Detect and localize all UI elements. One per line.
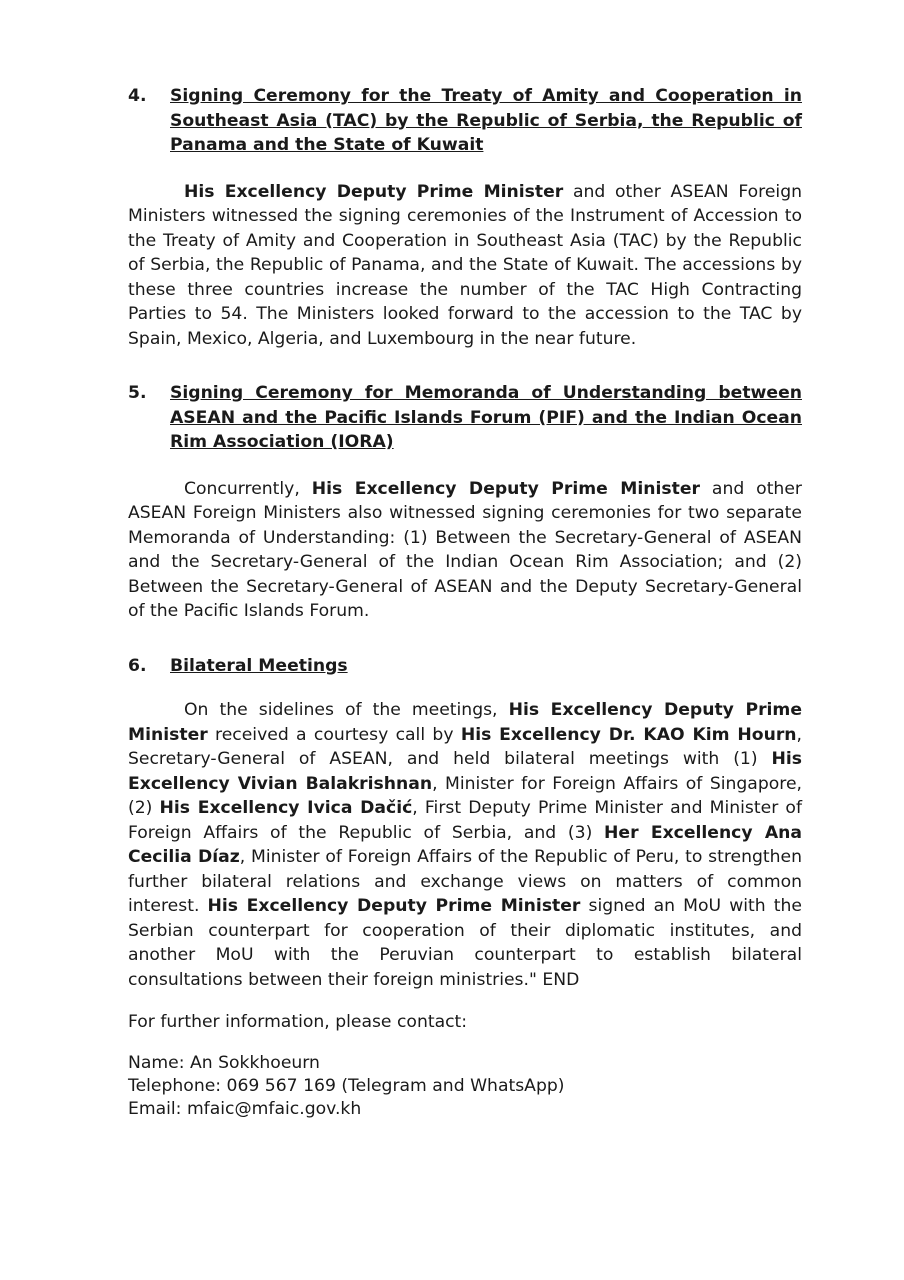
section-5-paragraph bbox=[128, 477, 802, 624]
body-text: signed an MoU with the Serbian counterpart for cooperation of their diplomatic institutes, and another MoU with the Peruvian counterpart to establish bilateral consultations between their foreign ministries." END bbox=[128, 896, 802, 990]
bold-text: Her Excellency Ana Cecilia Díaz bbox=[128, 822, 802, 867]
contact-telephone: Telephone: 069 567 169 (Telegram and WhatsApp) bbox=[128, 1076, 565, 1096]
section-6-heading bbox=[128, 654, 802, 679]
body-text: , Secretary-General of ASEAN, and held bilateral meetings with (1) bbox=[128, 724, 802, 769]
section-5-number: 5. bbox=[128, 383, 147, 403]
bold-text: His Excellency Deputy Prime Minister bbox=[207, 896, 581, 916]
section-6-title: Bilateral Meetings bbox=[170, 655, 348, 676]
section-4-heading bbox=[128, 84, 802, 158]
body-text: Concurrently, bbox=[184, 478, 312, 499]
document-page bbox=[128, 84, 802, 1121]
bold-text: His Excellency Vivian Balakrishnan bbox=[128, 749, 802, 794]
section-5-title: Signing Ceremony for Memoranda of Understanding between ASEAN and the Pacific Islands Forum (PIF) and the Indian Ocean Rim Association (IORA) bbox=[170, 383, 802, 452]
bold-text: His Excellency Deputy Prime Minister bbox=[128, 700, 802, 745]
body-text: , Minister for Foreign Affairs of Singapore, (2) bbox=[128, 773, 802, 818]
body-text: , First Deputy Prime Minister and Minister of Foreign Affairs of the Republic of Serbia, and (3) bbox=[128, 798, 803, 843]
body-text: , Minister of Foreign Affairs of the Republic of Peru, to strengthen further bilateral relations and exchange views on matters of common interest. bbox=[128, 847, 802, 916]
body-text: received a courtesy call by bbox=[207, 724, 461, 745]
section-6-number: 6. bbox=[128, 655, 147, 676]
contact-block bbox=[128, 1052, 802, 1121]
contact-name: Name: An Sokkhoeurn bbox=[128, 1053, 320, 1073]
body-text: and other ASEAN Foreign Ministers also witnessed signing ceremonies for two separate Memoranda of Understanding: (1) Between the Secretary-General of ASEAN and the Secretary-General of the Indian Ocean Rim Association; and (2) Between the Secretary-General of ASEAN and the Deputy Secretary-General of the Pacific Islands Forum. bbox=[128, 478, 802, 621]
bold-text: His Excellency Deputy Prime Minister bbox=[311, 478, 700, 499]
section-5-heading bbox=[128, 381, 802, 455]
body-text: On the sidelines of the meetings, bbox=[184, 700, 509, 720]
section-6-paragraph bbox=[128, 698, 802, 992]
contact-email: Email: mfaic@mfaic.gov.kh bbox=[128, 1099, 362, 1119]
bold-text: His Excellency Dr. KAO Kim Hourn bbox=[460, 724, 797, 745]
section-4-title: Signing Ceremony for the Treaty of Amity and Cooperation in Southeast Asia (TAC) by the Republic of Serbia, the Republic of Panama and the State of Kuwait bbox=[170, 86, 802, 155]
section-4-paragraph bbox=[128, 180, 802, 352]
section-4-number: 4. bbox=[128, 86, 147, 106]
body-text: and other ASEAN Foreign Ministers witnessed the signing ceremonies of the Instrument of Accession to the Treaty of Amity and Cooperation in Southeast Asia (TAC) by the Republic of Serbia, the Republic of Panama, and the State of Kuwait. The accessions by these three countries increase the number of the TAC High Contracting Parties to 54. The Ministers looked forward to the accession to the TAC by Spain, Mexico, Algeria, and Luxembourg in the near future. bbox=[128, 181, 802, 349]
bold-text: His Excellency Deputy Prime Minister bbox=[184, 181, 564, 202]
further-info-text: For further information, please contact: bbox=[128, 1012, 468, 1032]
bold-text: His Excellency Ivica Dačić bbox=[159, 798, 413, 818]
